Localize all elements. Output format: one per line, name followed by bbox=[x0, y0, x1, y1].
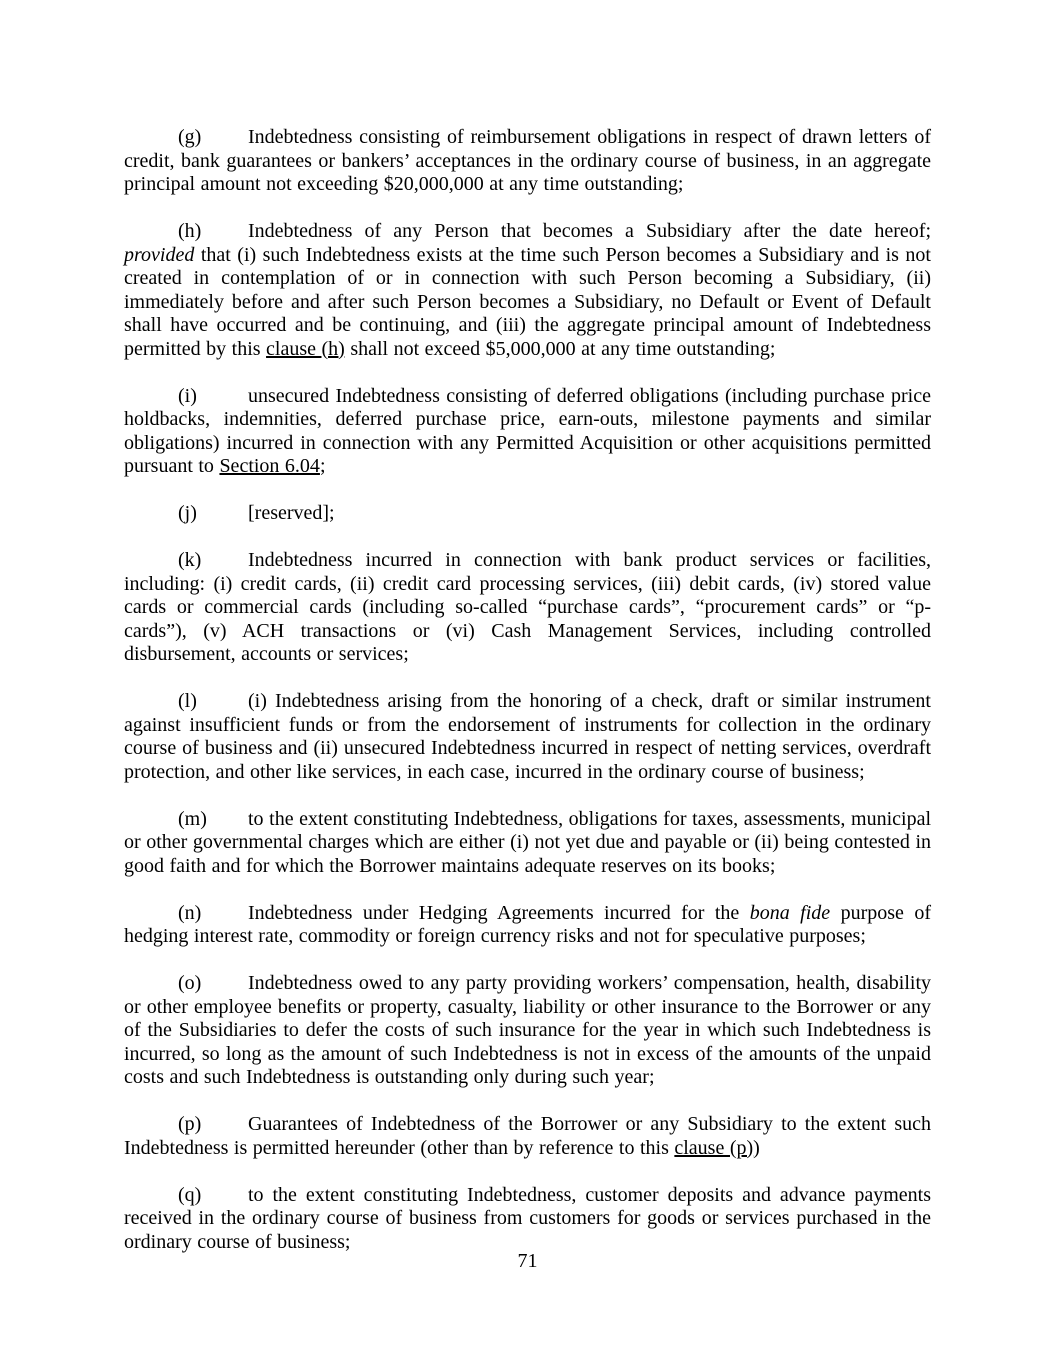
clause-i bbox=[124, 385, 931, 479]
clause-m bbox=[124, 808, 931, 879]
clause-label: (k) bbox=[178, 549, 202, 571]
clause-o bbox=[124, 972, 931, 1090]
clause-label: (o) bbox=[178, 972, 202, 994]
text-segment: bona fide bbox=[749, 901, 831, 924]
text-segment: (i) Indebtedness arising from the honoring of a check, draft or similar instrument against insufficient funds or from the endorsement of instruments for collection in the ordinary course of business and (ii) unsecured Indebtedness incurred in respect of netting services, overdraft protection, and other like services, in each case, incurred in the ordinary course of business; bbox=[124, 690, 931, 783]
clause-n bbox=[124, 902, 931, 949]
clause-label: (g) bbox=[178, 126, 202, 148]
clause-label: (p) bbox=[178, 1113, 202, 1135]
text-segment: that (i) such Indebtedness exists at the time such Person becomes a Subsidiary and is not created in contemplation of or in connection with such Person becoming a Subsidiary, (ii) immediately before and after such Person becomes a Subsidiary, no Default or Event of Default shall have occurred and be continuing, and (iii) the aggregate principal amount of Indebtedness permitted by this bbox=[124, 243, 931, 360]
text-segment: ) bbox=[753, 1136, 760, 1159]
clause-label: (h) bbox=[178, 220, 202, 242]
cross-reference: clause (h) bbox=[266, 337, 345, 360]
text-segment: Indebtedness under Hedging Agreements incurred for the bbox=[248, 901, 750, 924]
text-segment: [reserved]; bbox=[248, 502, 335, 524]
text-segment: to the extent constituting Indebtedness, obligations for taxes, assessments, municipal or other governmental charges which are either (i) not yet due and payable or (ii) being contested in good faith and for which the Borrower maintains adequate reserves on its books; bbox=[124, 807, 931, 877]
clause-q bbox=[124, 1184, 931, 1255]
page-number: 71 bbox=[517, 1250, 538, 1272]
cross-reference: Section 6.04 bbox=[219, 455, 320, 477]
text-segment: Guarantees of Indebtedness of the Borrower or any Subsidiary to the extent such Indebtedness is permitted hereunder (other than by reference to this bbox=[124, 1113, 931, 1159]
text-segment: provided bbox=[124, 243, 195, 266]
cross-reference: clause (p) bbox=[674, 1136, 754, 1159]
text-segment: Indebtedness owed to any party providing workers’ compensation, health, disability or other employee benefits or property, casualty, liability or other insurance to the Borrower or any of the Subsidiaries to defer the costs of such insurance for the year in which such Indebtedness is incurred, so long as the amount of such Indebtedness is not in excess of the amounts of the unpaid costs and such Indebtedness is outstanding only during such year; bbox=[124, 972, 931, 1088]
clause-label: (n) bbox=[178, 901, 202, 924]
clause-k bbox=[124, 549, 931, 667]
document-body bbox=[124, 126, 931, 1278]
clause-j bbox=[124, 502, 931, 526]
text-segment: unsecured Indebtedness consisting of deferred obligations (including purchase price holdbacks, indemnities, deferred purchase price, earn-outs, milestone payments and similar obligations) incurred in connection with any Permitted Acquisition or other acquisitions permitted pursuant to bbox=[124, 384, 931, 477]
clause-label: (l) bbox=[178, 690, 197, 712]
clause-label: (i) bbox=[178, 384, 197, 407]
clause-h bbox=[124, 220, 931, 361]
text-segment: shall not exceed $5,000,000 at any time outstanding; bbox=[344, 337, 776, 360]
clause-g bbox=[124, 126, 931, 197]
clause-label: (m) bbox=[178, 807, 207, 830]
text-segment: to the extent constituting Indebtedness, customer deposits and advance payments received in the ordinary course of business from customers for goods or services purchased in the ordinary course of business; bbox=[124, 1183, 931, 1253]
text-segment: Indebtedness of any Person that becomes a Subsidiary after the date hereof; bbox=[248, 220, 931, 242]
text-segment: ; bbox=[319, 455, 326, 477]
clause-p bbox=[124, 1113, 931, 1160]
clause-label: (j) bbox=[178, 502, 197, 524]
text-segment: Indebtedness incurred in connection with bank product services or facilities, including: (i) credit cards, (ii) credit card processing services, (iii) debit cards, (iv) stored value cards or commercial cards (including so-called “purchase cards”, “procurement cards” or “p-cards”), (v) ACH transactions or (vi) Cash Management Services, including controlled disbursement, accounts or services; bbox=[124, 549, 931, 665]
clause-l bbox=[124, 690, 931, 784]
text-segment: purpose of hedging interest rate, commodity or foreign currency risks and not for speculative purposes; bbox=[124, 901, 931, 947]
text-segment: Indebtedness consisting of reimbursement obligations in respect of drawn letters of credit, bank guarantees or bankers’ acceptances in the ordinary course of business, in an aggregate principal amount not exceeding $20,000,000 at any time outstanding; bbox=[124, 126, 931, 195]
clause-label: (q) bbox=[178, 1183, 202, 1206]
